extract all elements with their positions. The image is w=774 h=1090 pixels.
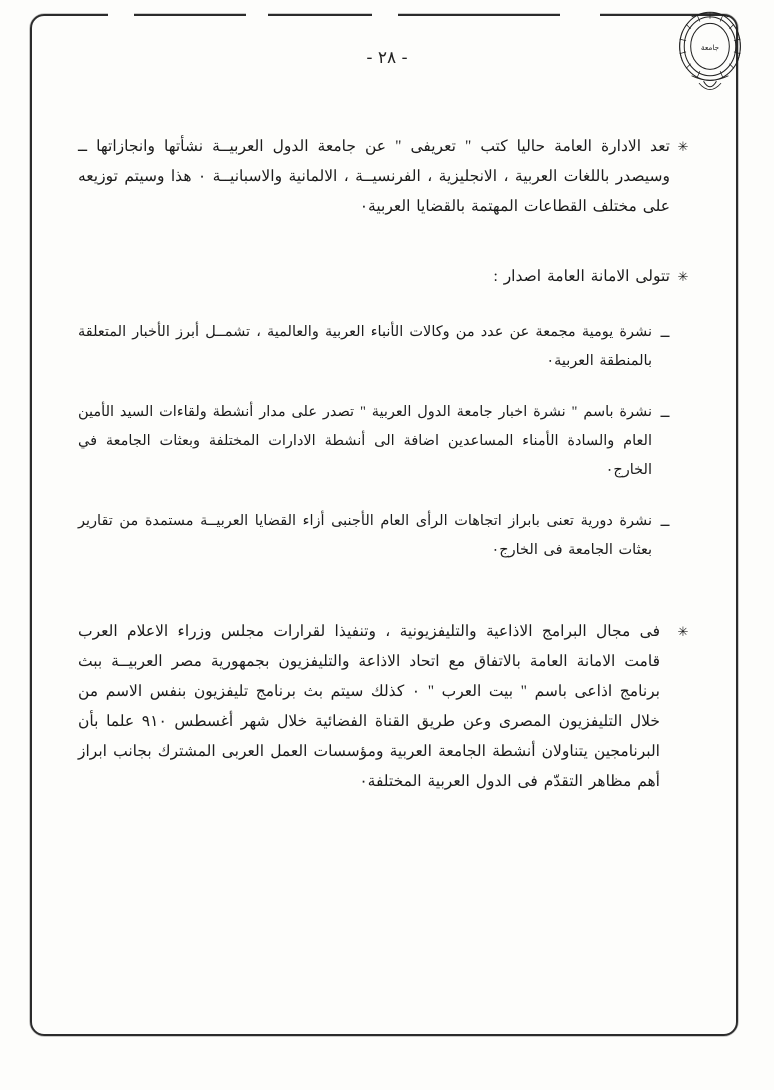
list-item (78, 398, 678, 485)
paragraph-block (78, 132, 696, 222)
frame-gap-artifact (108, 10, 134, 20)
paragraph-block (78, 617, 696, 797)
paragraph-text: فى مجال البرامج الاذاعية والتليفزيونية ، وتنفيذا لقرارات مجلس وزراء الاعلام العرب قامت الامانة العامة بالاتفاق مع اتحاد الاذاعة والتليفزيون بجمهورية مصر العربيــة ببث برنامج اذاعى باسم " بيت العرب " ٠ كذلك سيتم بث برنامج تليفزيون بنفس الاسم من خلال التليفزيون المصرى وعن طريق القناة الفضائية خلال شهر أغسطس ٩١٠ علما بأن البرنامجين يتناولان أنشطة الجامعة العربية ومؤسسات العمل العربى المشترك بجانب ابراز أهم مظاهر التقدّم فى الدول العربية المختلفة٠ (78, 623, 661, 790)
document-body (78, 132, 696, 823)
frame-gap-artifact (372, 10, 398, 20)
list-item-text: نشرة يومية مجمعة عن عدد من وكالات الأنباء العربية والعالمية ، تشمــل أبرز الأخبار المتعلقة بالمنطقة العربية٠ (78, 324, 652, 369)
paragraph-text: تتولى الامانة العامة اصدار : (493, 268, 670, 285)
emblem-text: جامعة (700, 43, 720, 52)
frame-gap-artifact (246, 10, 268, 20)
bullet-marker-icon: ✳ (677, 624, 689, 639)
bullet-marker-icon: ✳ (677, 269, 689, 284)
frame-gap-artifact (560, 10, 600, 20)
dash-marker-icon: ــ (660, 325, 670, 341)
paragraph-block (78, 262, 696, 292)
list-item-text: نشرة دورية تعنى بابراز اتجاهات الرأى العام الأجنبى أزاء القضايا العربيــة مستمدة من تقارير بعثات الجامعة فى الخارج٠ (78, 513, 652, 558)
bullet-marker-icon: ✳ (677, 139, 689, 154)
list-item (78, 507, 678, 565)
list-item (78, 318, 678, 376)
dash-marker-icon: ــ (660, 514, 670, 530)
paragraph-text: تعد الادارة العامة حاليا كتب " تعريفى " عن جامعة الدول العربيــة نشأتها وانجازاتها ــ وسيصدر باللغات العربية ، الانجليزية ، الفرنسيــة ، الالمانية والاسبانيــة ٠ هذا وسيتم توزيعه على مختلف القطاعات المهتمة بالقضايا العربية٠ (78, 138, 670, 215)
dash-marker-icon: ــ (660, 405, 670, 421)
list-item-text: نشرة باسم " نشرة اخبار جامعة الدول العربية " تصدر على مدار أنشطة ولقاءات السيد الأمين العام والسادة الأمناء المساعدين اضافة الى أنشطة الادارات المختلفة وبعثات الجامعة في الخارج٠ (78, 404, 652, 478)
page-number: - ٢٨ - (366, 48, 408, 68)
